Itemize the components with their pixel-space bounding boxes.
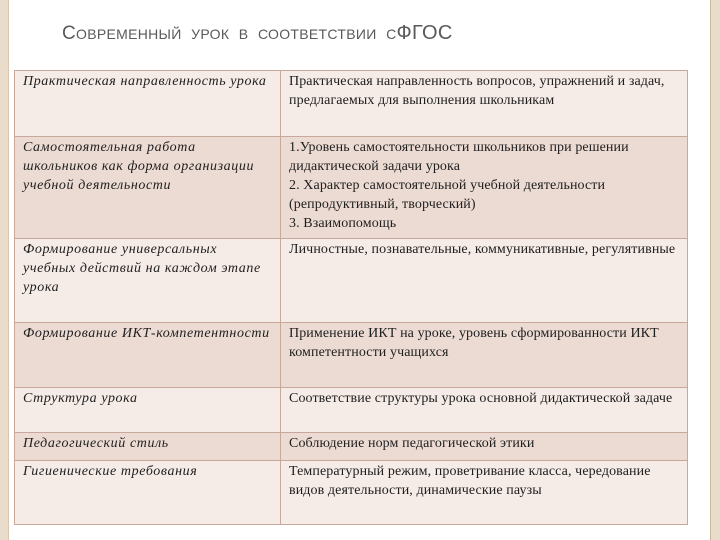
table-row [15, 461, 688, 525]
title-word-5: С [386, 26, 397, 42]
title-word-1: ОВРЕМЕННЫЙ [76, 26, 182, 42]
description-text: Соответствие структуры урока основной дидактической задаче [289, 391, 673, 406]
description-cell [281, 461, 688, 525]
criterion-cell [15, 239, 281, 323]
criterion-text: Педагогический стиль [23, 436, 169, 451]
left-frame-border [0, 0, 8, 540]
table-row [15, 388, 688, 433]
description-cell [281, 71, 688, 137]
description-text: Практическая направленность вопросов, упражнений и задач, предлагаемых для выполнения школьникам [289, 74, 665, 108]
description-text: Соблюдение норм педагогической этики [289, 436, 535, 451]
description-cell [281, 239, 688, 323]
criterion-cell [15, 433, 281, 461]
criterion-text: Формирование ИКТ-компетентности [23, 326, 270, 341]
criterion-text: Формирование универсальных учебных действий на каждом этапе урока [23, 242, 261, 295]
title-word-2: УРОК [191, 26, 230, 42]
right-frame-border [711, 0, 720, 540]
criterion-text: Структура урока [23, 391, 138, 406]
description-cell [281, 433, 688, 461]
title-word-4: СООТВЕТСТВИИ [257, 26, 377, 42]
table-row [15, 239, 688, 323]
criterion-cell [15, 137, 281, 239]
slide-title [62, 22, 453, 45]
title-word-3: В [238, 26, 249, 42]
criterion-text: Гигиенические требования [23, 464, 198, 479]
criterion-text: Практическая направленность урока [23, 74, 267, 89]
description-cell [281, 388, 688, 433]
criterion-text: Самостоятельная работа школьников как форма организации учебной деятельности [23, 140, 255, 193]
table-row [15, 137, 688, 239]
title-initial: С [62, 23, 77, 44]
criterion-cell [15, 71, 281, 137]
description-text: Личностные, познавательные, коммуникативные, регулятивные [289, 242, 676, 257]
left-frame-inner-line [8, 0, 9, 540]
description-text: Применение ИКТ на уроке, уровень сформированности ИКТ компетентности учащихся [289, 326, 659, 360]
criterion-cell [15, 323, 281, 388]
description-text: Температурный режим, проветривание класса, чередование видов деятельности, динамические паузы [289, 464, 651, 498]
table-row [15, 433, 688, 461]
right-frame-inner-line [710, 0, 711, 540]
description-cell [281, 323, 688, 388]
description-text: 1.Уровень самостоятельности школьников при решении дидактической задачи урока 2. Характер самостоятельной учебной деятельности (репродуктивный, творческий) 3. Взаимопомощь [289, 140, 629, 231]
criteria-table [14, 70, 688, 525]
description-cell [281, 137, 688, 239]
title-fgos: ФГОС [396, 22, 453, 44]
criterion-cell [15, 388, 281, 433]
table-row [15, 71, 688, 137]
criterion-cell [15, 461, 281, 525]
table-row [15, 323, 688, 388]
